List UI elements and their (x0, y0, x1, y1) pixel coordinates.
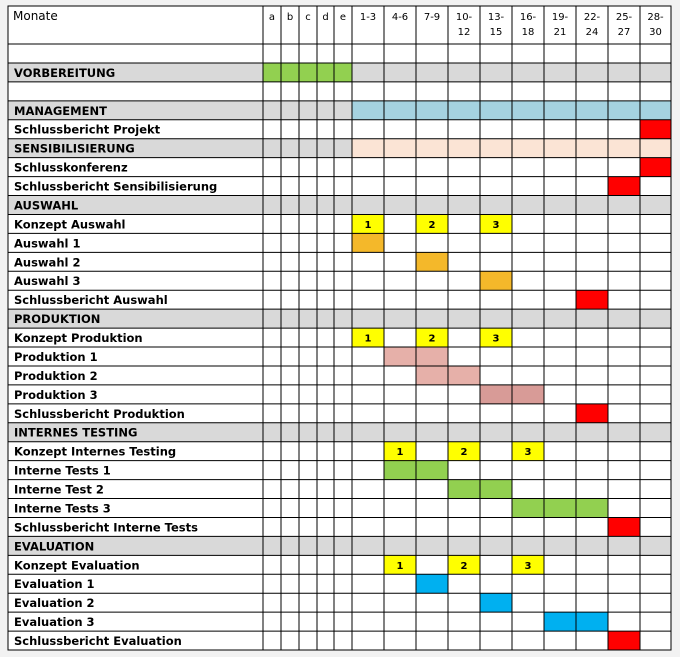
gantt-bar-cell (608, 177, 640, 196)
section-label: INTERNES TESTING (14, 425, 138, 440)
gantt-bar-cell (384, 101, 416, 120)
section-label: MANAGEMENT (14, 103, 107, 118)
section-row-background (8, 196, 671, 215)
task-label: Konzept Internes Testing (14, 444, 177, 459)
gantt-bar-cell (544, 139, 576, 158)
section-label: AUSWAHL (14, 198, 79, 213)
gantt-bar-cell (640, 139, 671, 158)
gantt-bar-cell (640, 120, 671, 139)
task-label: Interne Tests 3 (14, 501, 111, 516)
gantt-bar-cell (512, 139, 544, 158)
gantt-bar-cell (512, 385, 544, 404)
section-label: SENSIBILISIERUNG (14, 141, 135, 156)
gantt-cell-marker: 1 (364, 333, 372, 345)
gantt-cell-marker: 3 (524, 560, 532, 572)
gantt-bar-cell (448, 139, 480, 158)
gantt-bar-cell (544, 101, 576, 120)
gantt-bar-cell (576, 499, 608, 518)
gantt-bar-cell (576, 139, 608, 158)
task-label: Produktion 1 (14, 349, 98, 364)
task-label: Schlussbericht Auswahl (14, 293, 168, 308)
column-header: b (286, 12, 294, 23)
column-header-line2: 24 (585, 27, 599, 38)
gantt-bar-cell (352, 233, 384, 252)
column-header: e (339, 12, 347, 23)
column-header: d (322, 12, 329, 23)
task-label: Produktion 2 (14, 368, 98, 383)
gantt-cell-marker: 2 (428, 333, 436, 345)
gantt-bar-cell (317, 63, 334, 82)
gantt-bar-cell (640, 101, 671, 120)
task-label: Schlussbericht Produktion (14, 406, 185, 421)
gantt-bar-cell (352, 101, 384, 120)
gantt-bar-cell (608, 631, 640, 650)
column-header: 10- (455, 12, 473, 23)
task-label: Schlussbericht Interne Tests (14, 520, 198, 535)
gantt-bar-cell (448, 101, 480, 120)
gantt-cell-marker: 3 (492, 219, 500, 231)
gantt-bar-cell (416, 101, 448, 120)
gantt-bar-cell (544, 612, 576, 631)
gantt-bar-cell (544, 499, 576, 518)
gantt-bar-cell (299, 63, 317, 82)
column-header-line2: 30 (649, 27, 662, 38)
column-header: 19- (551, 12, 569, 23)
task-label: Evaluation 1 (14, 577, 95, 592)
task-label: Konzept Auswahl (14, 217, 126, 232)
gantt-bar-cell (512, 101, 544, 120)
gantt-bar-cell (608, 101, 640, 120)
column-header: 1-3 (359, 12, 377, 23)
task-label: Auswahl 2 (14, 255, 81, 270)
task-label: Auswahl 3 (14, 274, 81, 289)
gantt-cell-marker: 1 (396, 447, 404, 459)
gantt-bar-cell (281, 63, 299, 82)
gantt-cell-marker: 3 (524, 447, 532, 459)
task-label: Produktion 3 (14, 387, 98, 402)
column-header: 22- (583, 12, 601, 23)
column-header: 25- (615, 12, 633, 23)
gantt-bar-cell (448, 366, 480, 385)
column-header: 16- (519, 12, 537, 23)
column-header-line2: 27 (617, 27, 631, 38)
section-label: EVALUATION (14, 539, 95, 554)
task-label: Schlussbericht Sensibilisierung (14, 179, 218, 194)
column-header-line2: 21 (553, 27, 567, 38)
gantt-bar-cell (334, 63, 352, 82)
gantt-cell-marker: 1 (364, 219, 372, 231)
gantt-bar-cell (640, 158, 671, 177)
gantt-bar-cell (416, 139, 448, 158)
column-header: 4-6 (391, 12, 409, 23)
column-header-line2: 12 (457, 27, 471, 38)
gantt-bar-cell (576, 101, 608, 120)
gantt-bar-cell (480, 101, 512, 120)
task-label: Interne Test 2 (14, 482, 104, 497)
section-row-background (8, 309, 671, 328)
column-header: a (268, 12, 276, 23)
task-label: Auswahl 1 (14, 236, 81, 251)
column-header: c (305, 12, 311, 23)
gantt-bar-cell (480, 593, 512, 612)
task-label: Konzept Evaluation (14, 558, 140, 573)
gantt-cell-marker: 3 (492, 333, 500, 345)
task-label: Interne Tests 1 (14, 463, 111, 478)
gantt-bar-cell (480, 139, 512, 158)
gantt-bar-cell (576, 612, 608, 631)
gantt-bar-cell (576, 404, 608, 423)
gantt-bar-cell (448, 480, 480, 499)
gantt-bar-cell (480, 385, 512, 404)
gantt-bar-cell (384, 139, 416, 158)
column-header-line2: 15 (489, 27, 503, 38)
gantt-bar-cell (608, 517, 640, 536)
header-label: Monate (13, 9, 58, 23)
section-label: VORBEREITUNG (14, 65, 116, 80)
gantt-bar-cell (512, 499, 544, 518)
column-header-line2: 18 (521, 27, 535, 38)
gantt-bar-cell (263, 63, 281, 82)
gantt-bar-cell (384, 347, 416, 366)
gantt-bar-cell (576, 290, 608, 309)
gantt-bar-cell (416, 574, 448, 593)
task-label: Schlussbericht Projekt (14, 122, 161, 137)
gantt-bar-cell (416, 347, 448, 366)
gantt-cell-marker: 2 (460, 560, 468, 572)
gantt-bar-cell (416, 366, 448, 385)
gantt-cell-marker: 2 (460, 447, 468, 459)
gantt-bar-cell (480, 480, 512, 499)
column-header: 7-9 (423, 12, 441, 23)
gantt-bar-cell (384, 461, 416, 480)
section-label: PRODUKTION (14, 312, 101, 327)
task-label: Evaluation 2 (14, 596, 95, 611)
gantt-cell-marker: 1 (396, 560, 404, 572)
task-label: Evaluation 3 (14, 615, 95, 630)
task-label: Konzept Produktion (14, 331, 143, 346)
gantt-bar-cell (416, 461, 448, 480)
gantt-bar-cell (416, 252, 448, 271)
gantt-cell-marker: 2 (428, 219, 436, 231)
task-label: Schlussbericht Evaluation (14, 634, 182, 649)
column-header: 13- (487, 12, 505, 23)
section-row-background (8, 536, 671, 555)
column-header: 28- (647, 12, 664, 23)
task-label: Schlusskonferenz (14, 160, 128, 175)
gantt-bar-cell (608, 139, 640, 158)
gantt-bar-cell (352, 139, 384, 158)
gantt-bar-cell (480, 271, 512, 290)
